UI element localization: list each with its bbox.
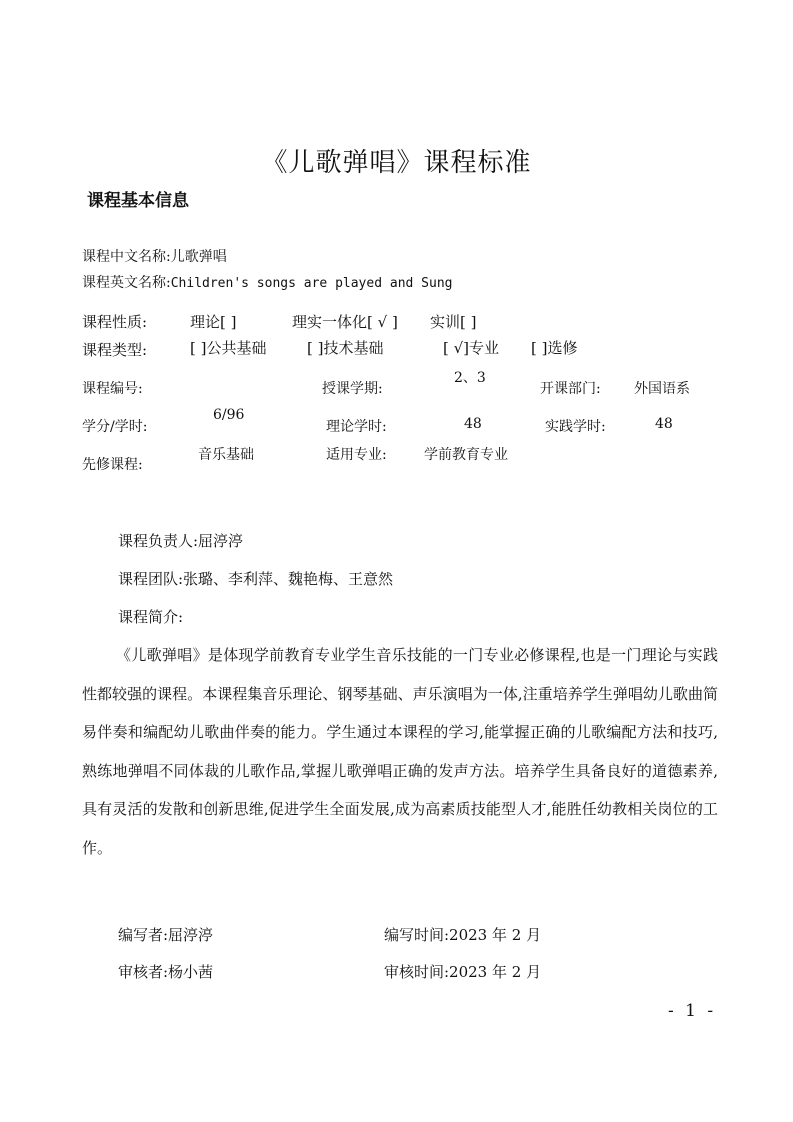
type-option-public: [ ]公共基础 (190, 339, 267, 357)
write-time: 编写时间:2023 年 2 月 (384, 926, 542, 944)
type-option-elective: [ ]选修 (531, 339, 578, 357)
credits-label: 学分/学时: (82, 419, 148, 435)
course-intro-paragraph: 《儿歌弹唱》是体现学前教育专业学生音乐技能的一门专业必修课程,也是一门理论与实践性都较强的课程。本课程集音乐理论、钢琴基础、声乐演唱为一体,注重培养学生弹唱幼儿歌曲简易伴奏和编配幼儿歌曲伴奏的能力。学生通过本课程的学习,能掌握正确的儿歌编配方法和技巧,熟练地弹唱不同体裁的儿歌作品,掌握儿歌弹唱正确的发声方法。培养学生具备良好的道德素养,具有灵活的发散和创新思维,促进学生全面发展,成为高素质技能型人才,能胜任幼教相关岗位的工作。 (82, 646, 718, 857)
practice-hours-value: 48 (655, 416, 673, 432)
major-value: 学前教育专业 (424, 447, 508, 463)
theory-hours-value: 48 (464, 416, 482, 432)
course-team: 课程团队:张璐、李利萍、魏艳梅、王意然 (118, 570, 394, 588)
department-value: 外国语系 (634, 381, 690, 397)
credits-value: 6/96 (213, 407, 245, 423)
nature-option-theory: 理论[ ] (190, 313, 237, 331)
major-label: 适用专业: (326, 447, 387, 463)
type-option-technical: [ ]技术基础 (307, 339, 384, 357)
course-leader: 课程负责人:屈渟渟 (118, 532, 244, 550)
course-en-name (82, 272, 452, 292)
page-number: - 1 - (668, 1001, 717, 1021)
code-label: 课程编号: (82, 381, 143, 397)
course-en-value: Children's songs are played and Sung (170, 276, 453, 291)
course-cn-label: 课程中文名称: (82, 249, 171, 265)
course-cn-name (82, 246, 227, 266)
reviewer: 审核者:杨小茜 (118, 963, 214, 981)
department-label: 开课部门: (540, 381, 601, 397)
semester-label: 授课学期: (322, 381, 383, 397)
practice-hours-label: 实践学时: (545, 419, 606, 435)
page-title: 《儿歌弹唱》课程标准 (261, 148, 532, 178)
intro-label: 课程简介: (118, 608, 184, 626)
prereq-value: 音乐基础 (198, 447, 254, 463)
nature-label: 课程性质: (82, 313, 148, 331)
course-cn-value: 儿歌弹唱 (170, 249, 227, 265)
theory-hours-label: 理论学时: (326, 419, 387, 435)
nature-option-integrated: 理实一体化[ √ ] (292, 313, 398, 331)
type-option-major: [ √]专业 (443, 339, 500, 357)
writer: 编写者:屈渟渟 (118, 926, 214, 944)
section-heading: 课程基本信息 (87, 191, 189, 211)
prereq-label: 先修课程: (82, 457, 143, 473)
nature-option-practical: 实训[ ] (430, 313, 477, 331)
course-en-label: 课程英文名称: (82, 275, 171, 291)
semester-value: 2、3 (454, 370, 486, 386)
type-label: 课程类型: (82, 341, 148, 359)
review-time: 审核时间:2023 年 2 月 (384, 963, 542, 981)
